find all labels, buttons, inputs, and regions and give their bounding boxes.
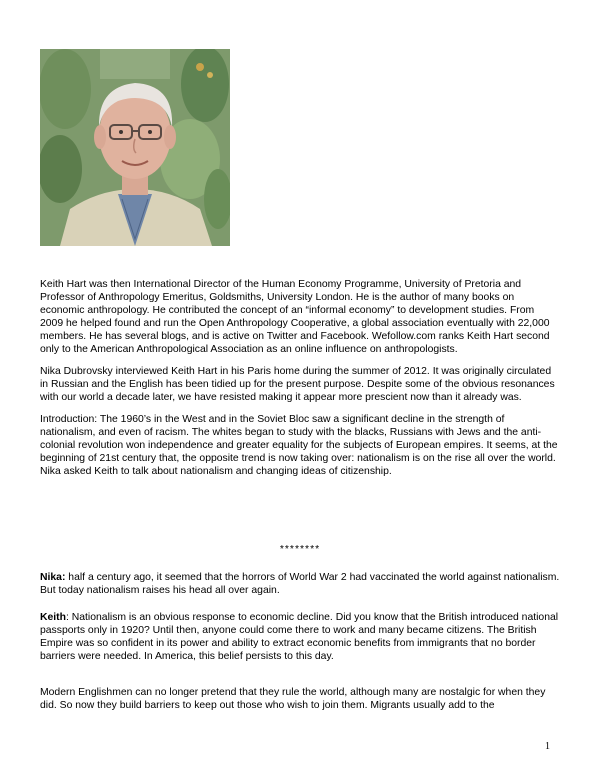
portrait-photo-icon — [40, 49, 230, 246]
nika-question-paragraph — [40, 571, 560, 597]
speaker-nika: Nika: — [40, 572, 66, 583]
interview-text: Nika Dubrovsky interviewed Keith Hart in his Paris home during the summer of 2012. It was originally circulated in Russian and the English has been tidied up for the present purpose. Despite some of the obvious resonances with our world a decade later, we have resisted making it appear more prescient now than it already was. — [40, 366, 555, 404]
introduction-paragraph — [40, 413, 560, 478]
modern-englishmen-text: Modern Englishmen can no longer pretend that they rule the world, although many are nostalgic for when they did. So now they build barriers to keep out those who wish to join them. Migrants usually add to the — [40, 687, 546, 712]
speaker-keith: Keith — [40, 612, 66, 623]
introduction-text: Introduction: The 1960’s in the West and in the Soviet Bloc saw a significant decline in the strength of nationalism, and even of racism. The whites began to study with the blacks, Russians with Jews and the anti-colonial revolution won independence and greater equality for the subjects of European empires. It seems, at the beginning of 21st century that, the opposite trend is now taking over: nationalism is on the rise all over the world. Nika asked Keith to talk about nationalism and changing ideas of citizenship. — [40, 414, 558, 478]
section-separator: ******** — [279, 544, 321, 555]
keith-answer-paragraph — [40, 611, 560, 663]
bio-paragraph — [40, 278, 560, 357]
interview-paragraph — [40, 365, 560, 404]
keith-answer — [40, 611, 560, 663]
page-number: 1 — [545, 741, 550, 752]
nika-question — [40, 571, 560, 597]
nika-question-text: half a century ago, it seemed that the horrors of World War 2 had vaccinated the world against nationalism. But today nationalism raises his head all over again. — [40, 572, 560, 597]
keith-answer-text: : Nationalism is an obvious response to economic decline. Did you know that the British introduced national passports only in 1920? Until then, anyone could come there to work and many became citizens. The British Empire was so confident in its power and ability to extract economic benefits from immigrants that no border barriers were needed. In America, this belief persists to this day. — [40, 612, 559, 663]
bio-text: Keith Hart was then International Director of the Human Economy Programme, University of Pretoria and Professor of Anthropology Emeritus, Goldsmiths, University London. He is the author of many books on economic anthropology. He contributed the concept of an “informal economy” to development studies. From 2009 he helped found and run the Open Anthropology Cooperative, a global association eventually with 22,000 members. He has several blogs, and is active on Twitter and Facebook. Wefollow.com ranks Keith Hart second only to the American Anthropological Association as an online influence on anthropologists. — [40, 279, 550, 356]
portrait-photo — [40, 49, 230, 246]
modern-englishmen-paragraph — [40, 686, 560, 712]
